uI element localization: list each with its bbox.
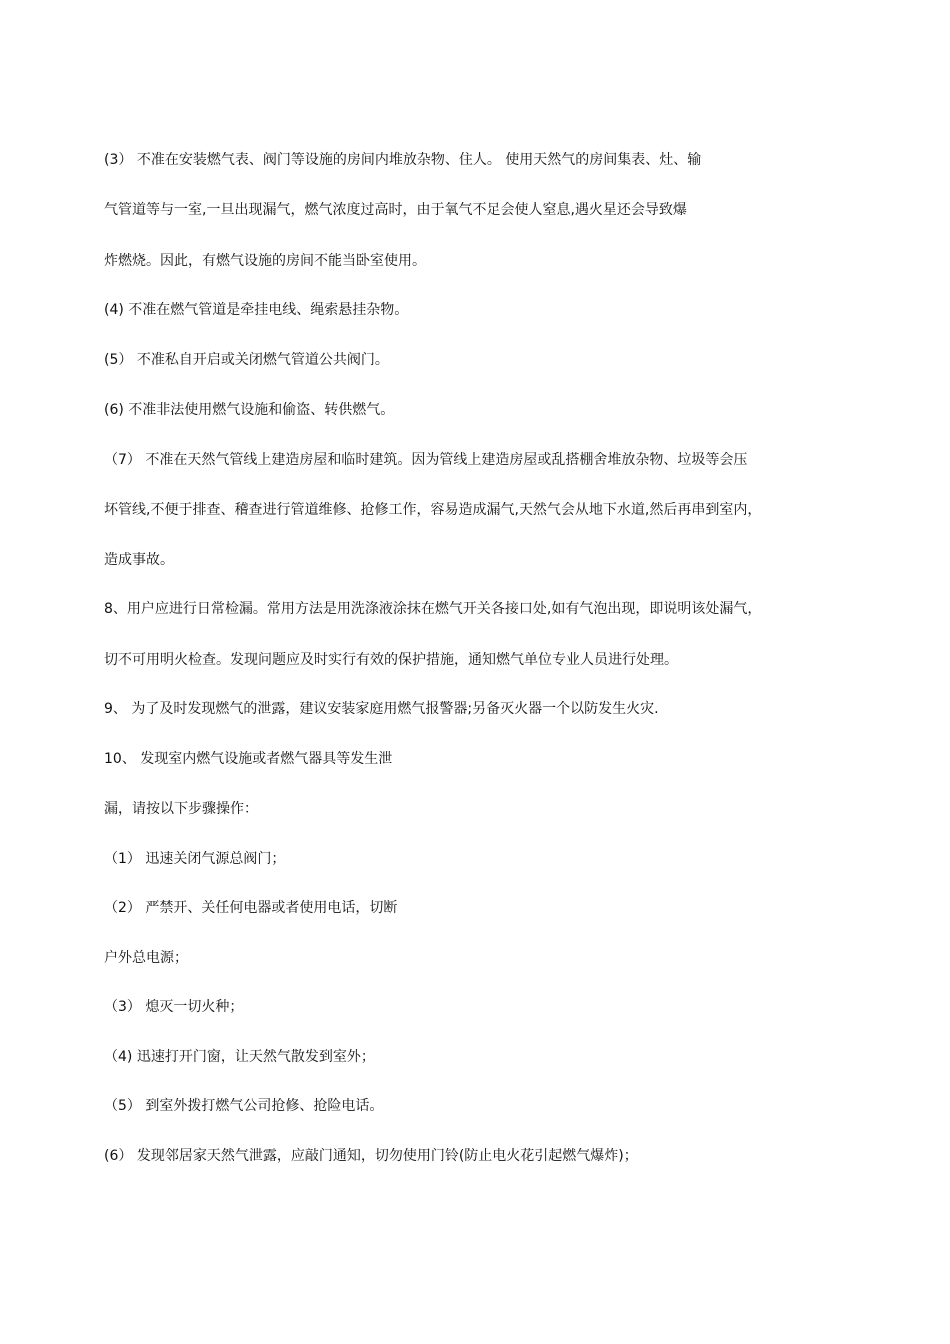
text-line-3: 炸燃烧。因此，有燃气设施的房间不能当卧室使用。 xyxy=(104,253,426,269)
text-line-2: 气管道等与一室,一旦出现漏气，燃气浓度过高时，由于氧气不足会使人窒息,遇火星还会导致爆 xyxy=(104,202,687,218)
text-line-12: 9、 为了及时发现燃气的泄露，建议安装家庭用燃气报警器;另备灭火器一个以防发生火灾. xyxy=(104,701,659,717)
text-line-1: (3） 不准在安装燃气表、阀门等设施的房间内堆放杂物、住人。 使用天然气的房间集表、灶、输 xyxy=(104,152,702,168)
text-line-15: （1） 迅速关闭气源总阀门； xyxy=(104,851,286,867)
text-line-9: 造成事故。 xyxy=(104,552,174,568)
text-line-4: (4) 不准在燃气管道是牵挂电线、绳索悬挂杂物。 xyxy=(104,302,409,318)
text-line-20: （5） 到室外拨打燃气公司抢修、抢险电话。 xyxy=(104,1098,384,1114)
text-line-14: 漏，请按以下步骤操作： xyxy=(104,801,258,817)
text-line-10: 8、用户应进行日常检漏。常用方法是用洗涤液涂抹在燃气开关各接口处,如有气泡出现，即说明该处漏气， xyxy=(104,601,762,617)
text-line-18: （3） 熄灭一切火种； xyxy=(104,999,244,1015)
text-line-16: （2） 严禁开、关任何电器或者使用电话，切断 xyxy=(104,900,398,916)
text-line-6: (6) 不准非法使用燃气设施和偷盗、转供燃气。 xyxy=(104,402,395,418)
text-line-13: 10、 发现室内燃气设施或者燃气器具等发生泄 xyxy=(104,751,393,767)
text-line-5: (5） 不准私自开启或关闭燃气管道公共阀门。 xyxy=(104,352,389,368)
text-line-8: 坏管线,不便于排查、稽查进行管道维修、抢修工作，容易造成漏气,天然气会从地下水道,然后再串到室内， xyxy=(104,502,762,518)
text-line-7: （7） 不准在天然气管线上建造房屋和临时建筑。因为管线上建造房屋或乱搭棚舍堆放杂物、垃圾等会压 xyxy=(104,452,748,468)
text-line-19: （4) 迅速打开门窗，让天然气散发到室外； xyxy=(104,1049,375,1065)
text-line-21: (6） 发现邻居家天然气泄露，应敲门通知，切勿使用门铃(防止电火花引起燃气爆炸)； xyxy=(104,1148,638,1164)
text-line-11: 切不可用明火检查。发现问题应及时实行有效的保护措施，通知燃气单位专业人员进行处理。 xyxy=(104,652,678,668)
text-line-17: 户外总电源； xyxy=(104,950,188,966)
